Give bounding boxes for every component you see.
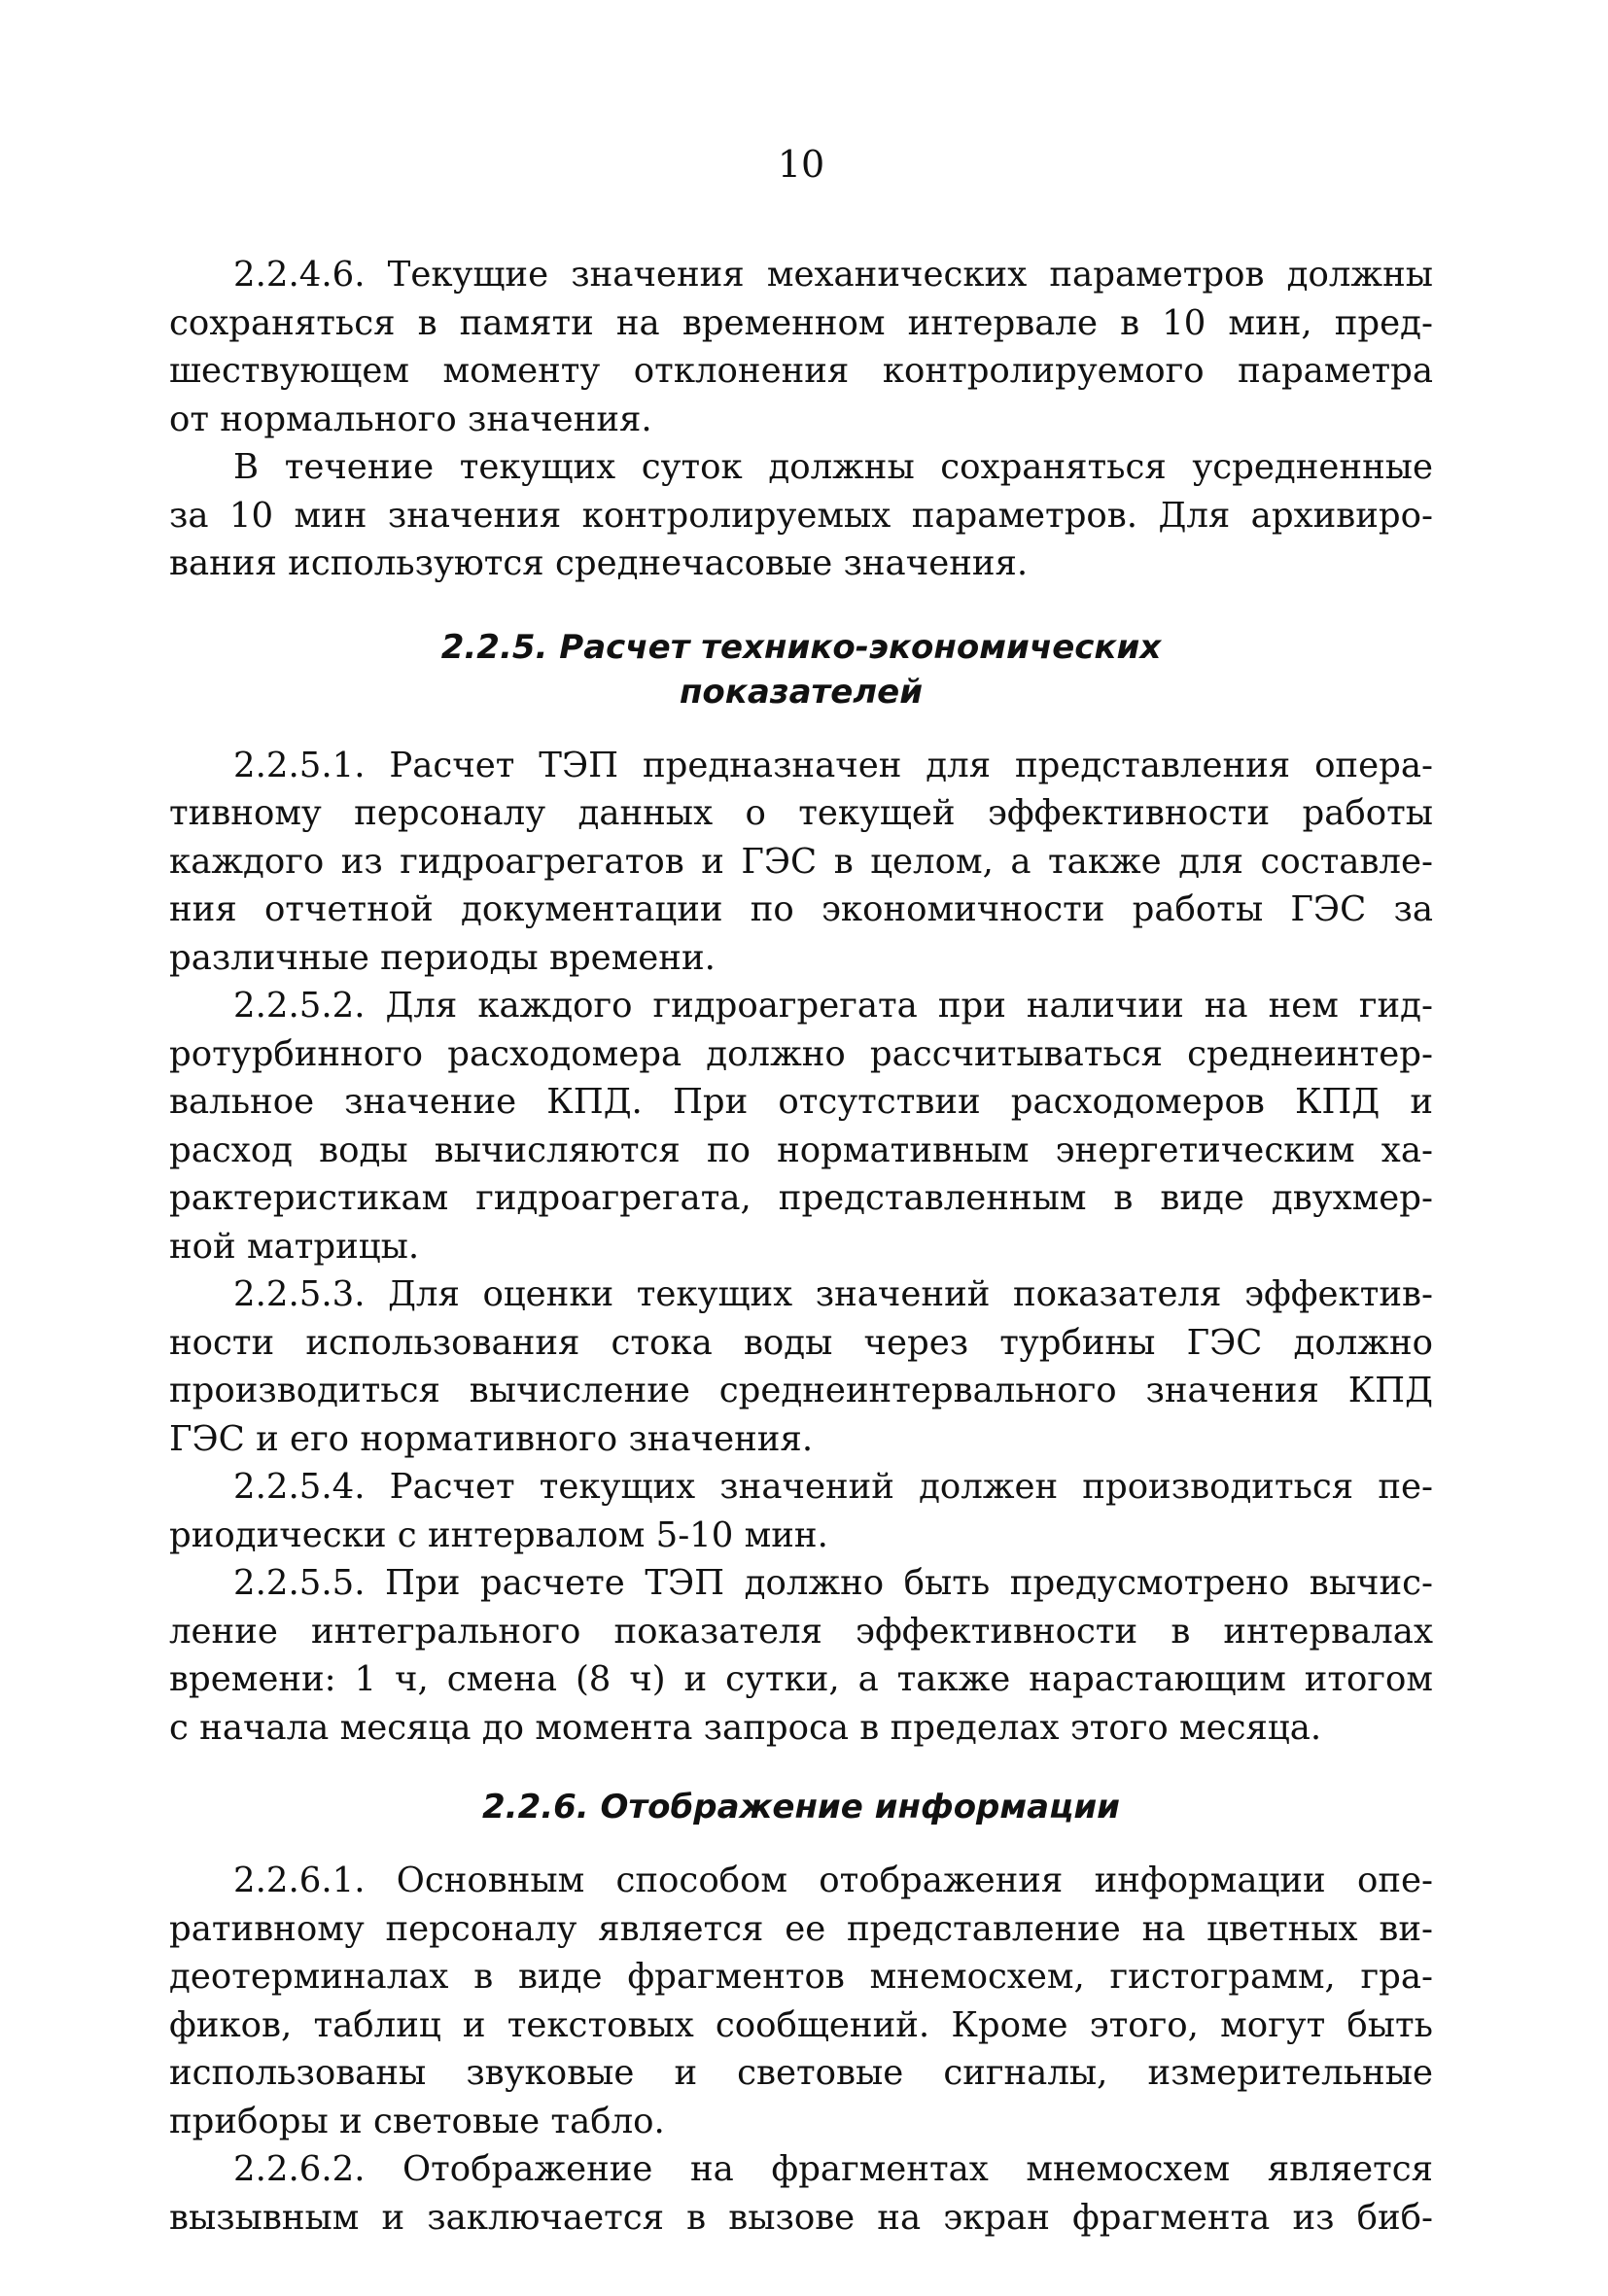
text-line: 2.2.5.2. Для каждого гидроагрегата при наличии на нем гид- bbox=[233, 986, 1433, 1026]
text-line: риодически с интервалом 5-10 мин. bbox=[169, 1514, 828, 1555]
text-line: ности использования стока воды через турбины ГЭС должно bbox=[169, 1322, 1433, 1363]
section-heading-2-2-6 bbox=[169, 1785, 1433, 1829]
text-line: ротурбинного расходомера должно рассчитываться среднеинтер- bbox=[169, 1033, 1433, 1074]
heading-line: показателей bbox=[679, 672, 924, 712]
text-line: ГЭС и его нормативного значения. bbox=[169, 1418, 814, 1459]
text-line: с начала месяца до момента запроса в пределах этого месяца. bbox=[169, 1707, 1322, 1748]
text-line: производиться вычисление среднеинтервального значения КПД bbox=[169, 1371, 1433, 1410]
text-line: 2.2.6.1. Основным способом отображения информации опе- bbox=[233, 1861, 1433, 1900]
text-line: вальное значение КПД. При отсутствии расходомеров КПД и bbox=[169, 1082, 1433, 1122]
text-line: тивному персоналу данных о текущей эффективности работы bbox=[169, 793, 1433, 833]
paragraph-2-2-6-1 bbox=[169, 1857, 1433, 2145]
text-line: 2.2.5.4. Расчет текущих значений должен производиться пе- bbox=[233, 1467, 1433, 1507]
text-line: 2.2.4.6. Текущие значения механических параметров должны bbox=[233, 255, 1433, 295]
text-line: вызывным и заключается в вызове на экран фрагмента из биб- bbox=[169, 2197, 1433, 2238]
text-line: ния отчетной документации по экономичности работы ГЭС за bbox=[169, 889, 1433, 929]
text-line: от нормального значения. bbox=[169, 399, 652, 439]
heading-line: 2.2.6. Отображение информации bbox=[482, 1788, 1120, 1826]
text-line: 2.2.5.1. Расчет ТЭП предназначен для представления опера- bbox=[233, 745, 1433, 785]
document-page bbox=[169, 143, 1433, 2242]
text-line: ной матрицы. bbox=[169, 1226, 420, 1267]
paragraph-2-2-5-3 bbox=[169, 1270, 1433, 1463]
text-line: приборы и световые табло. bbox=[169, 2101, 665, 2141]
text-line: расход воды вычисляются по нормативным энергетическим ха- bbox=[169, 1130, 1433, 1170]
text-line: рактеристикам гидроагрегата, представленным в виде двухмер- bbox=[169, 1178, 1433, 1218]
text-line: шествующем моменту отклонения контролируемого параметра bbox=[169, 351, 1433, 391]
text-line: времени: 1 ч, смена (8 ч) и сутки, а также нарастающим итогом bbox=[169, 1659, 1433, 1699]
text-line: сохраняться в памяти на временном интервале в 10 мин, пред- bbox=[169, 302, 1433, 343]
text-line: вания используются среднечасовые значения. bbox=[169, 543, 1029, 583]
text-line: фиков, таблиц и текстовых сообщений. Кроме этого, могут быть bbox=[169, 2004, 1433, 2045]
text-line: ративному персоналу является ее представление на цветных ви- bbox=[169, 1908, 1433, 1949]
paragraph-2-2-4-6 bbox=[169, 251, 1433, 443]
text-line: 2.2.5.5. При расчете ТЭП должно быть предусмотрено вычис- bbox=[233, 1563, 1433, 1603]
page-number: 10 bbox=[777, 143, 825, 186]
text-line: использованы звуковые и световые сигналы, измерительные bbox=[169, 2053, 1433, 2093]
paragraph-2-2-6-2 bbox=[169, 2145, 1433, 2242]
paragraph-2-2-5-5 bbox=[169, 1559, 1433, 1752]
text-line: деотерминалах в виде фрагментов мнемосхем, гистограмм, гра- bbox=[169, 1957, 1433, 1997]
section-heading-2-2-5 bbox=[169, 625, 1433, 714]
heading-line: 2.2.5. Расчет технико-экономических bbox=[440, 627, 1162, 667]
paragraph-2-2-5-1 bbox=[169, 742, 1433, 983]
text-line: за 10 мин значения контролируемых параметров. Для архивиро- bbox=[169, 495, 1433, 536]
paragraph-2-2-5-2 bbox=[169, 982, 1433, 1270]
text-line: каждого из гидроагрегатов и ГЭС в целом, а также для составле- bbox=[169, 841, 1433, 882]
paragraph-daily-averages bbox=[169, 443, 1433, 588]
text-line: 2.2.5.3. Для оценки текущих значений показателя эффектив- bbox=[233, 1274, 1433, 1314]
paragraph-2-2-5-4 bbox=[169, 1463, 1433, 1559]
text-line: 2.2.6.2. Отображение на фрагментах мнемосхем является bbox=[233, 2149, 1433, 2189]
text-line: ление интегрального показателя эффективности в интервалах bbox=[169, 1611, 1433, 1652]
text-line: В течение текущих суток должны сохраняться усредненные bbox=[233, 447, 1433, 487]
text-line: различные периоды времени. bbox=[169, 937, 716, 978]
